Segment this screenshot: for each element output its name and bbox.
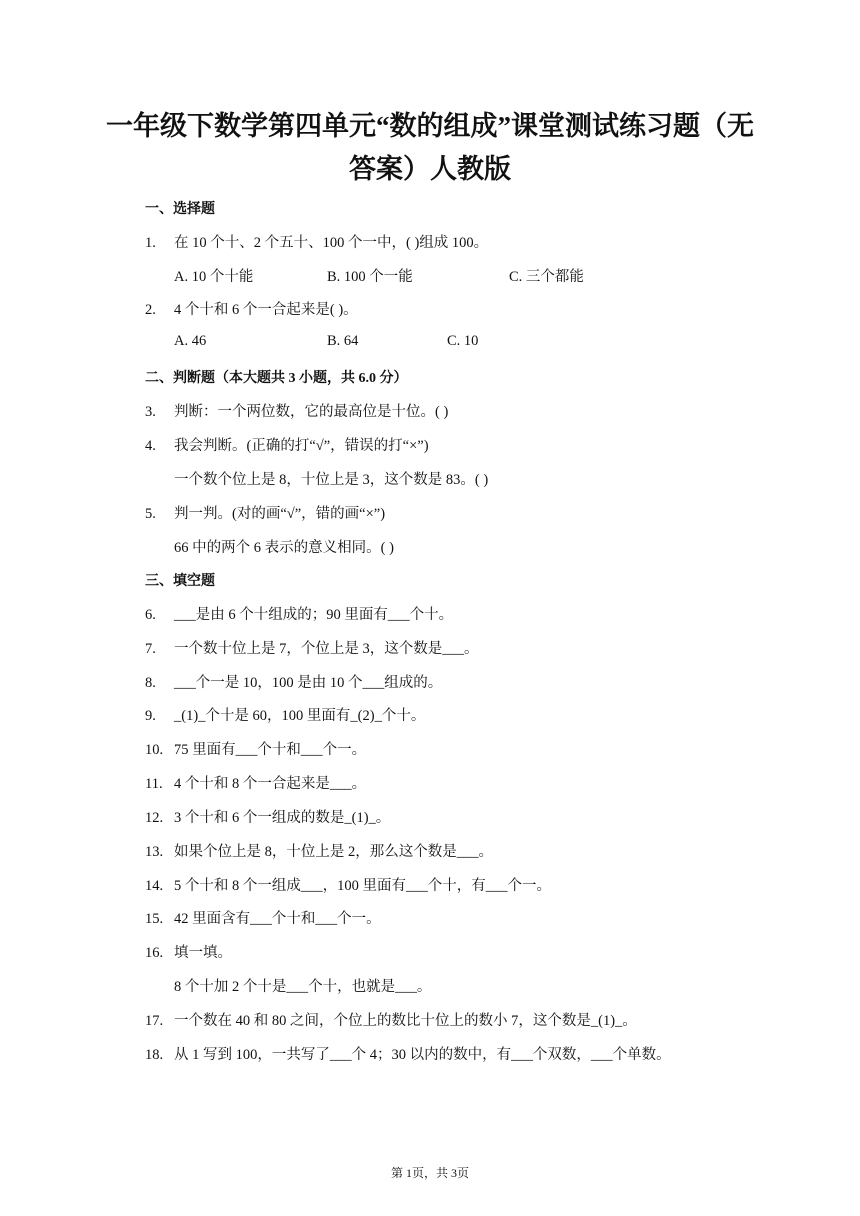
question-number: 13. <box>145 844 164 860</box>
question-number: 3. <box>145 404 156 420</box>
question-text: 填一填。 <box>174 945 232 961</box>
section-heading-choice: 一、选择题 <box>145 202 215 217</box>
question-10 <box>145 738 366 759</box>
question-text: 4 个十和 8 个一合起来是___。 <box>174 776 367 792</box>
option-a: A. 46 <box>174 333 207 349</box>
question-number: 16. <box>145 945 164 961</box>
question-text: 从 1 写到 100，一共写了___个 4；30 以内的数中，有___个双数，___个单数。 <box>174 1047 671 1063</box>
question-text: 5 个十和 8 个一组成___，100 里面有___个十，有___个一。 <box>174 878 551 894</box>
question-number: 17. <box>145 1013 164 1029</box>
question-text: 判一判。(对的画“√”，错的画“×”) <box>174 506 386 522</box>
question-number: 7. <box>145 641 156 657</box>
question-number: 4. <box>145 438 156 454</box>
question-text: 42 里面含有___个十和___个一。 <box>174 911 381 927</box>
question-number: 11. <box>145 776 163 792</box>
question-11 <box>145 772 366 793</box>
page-footer: 第 1页，共 3页 <box>390 1166 469 1180</box>
question-number: 6. <box>145 607 156 623</box>
question-9 <box>145 704 425 725</box>
section-heading-fill-blank: 三、填空题 <box>145 574 215 589</box>
question-text: 3 个十和 6 个一组成的数是_(1)_。 <box>174 810 391 826</box>
question-number: 18. <box>145 1047 164 1063</box>
question-12 <box>145 806 390 827</box>
question-6 <box>145 603 453 624</box>
question-number: 10. <box>145 742 164 758</box>
question-number: 14. <box>145 878 164 894</box>
question-16 <box>145 941 232 962</box>
question-text: 如果个位上是 8，十位上是 2，那么这个数是___。 <box>174 844 493 860</box>
question-number: 15. <box>145 911 164 927</box>
question-18 <box>145 1043 671 1064</box>
question-3 <box>145 400 448 421</box>
question-number: 8. <box>145 675 156 691</box>
document-title-line-2: 答案）人教版 <box>349 154 511 184</box>
question-text: 在 10 个十、2 个五十、100 个一中，( )组成 100。 <box>174 235 489 251</box>
question-text: 一个数十位上是 7，个位上是 3，这个数是___。 <box>174 641 479 657</box>
question-text: 4 个十和 6 个一合起来是( )。 <box>174 302 358 318</box>
question-text: 一个数在 40 和 80 之间，个位上的数比十位上的数小 7，这个数是_(1)_。 <box>174 1013 637 1029</box>
question-number: 12. <box>145 810 164 826</box>
question-5-statement: 66 中的两个 6 表示的意义相同。( ) <box>174 540 394 556</box>
question-15 <box>145 907 381 928</box>
question-16-statement: 8 个十加 2 个十是___个十，也就是___。 <box>174 979 432 995</box>
question-1 <box>145 231 488 252</box>
question-text: ___个一是 10，100 是由 10 个___组成的。 <box>174 675 443 691</box>
question-5 <box>145 502 385 523</box>
question-4 <box>145 434 429 455</box>
question-text: ___是由 6 个十组成的；90 里面有___个十。 <box>174 607 454 623</box>
question-text: 判断：一个两位数，它的最高位是十位。( ) <box>174 404 449 420</box>
question-text: _(1)_个十是 60，100 里面有_(2)_个十。 <box>174 708 426 724</box>
question-4-statement: 一个数个位上是 8，十位上是 3，这个数是 83。( ) <box>174 472 489 488</box>
question-number: 9. <box>145 708 156 724</box>
question-text: 75 里面有___个十和___个一。 <box>174 742 367 758</box>
question-2 <box>145 298 358 319</box>
question-8 <box>145 671 442 692</box>
question-7 <box>145 637 479 658</box>
question-17 <box>145 1009 637 1030</box>
document-title-line-1: 一年级下数学第四单元“数的组成”课堂测试练习题（无 <box>106 111 754 141</box>
question-13 <box>145 840 493 861</box>
question-number: 2. <box>145 302 156 318</box>
question-14 <box>145 874 551 895</box>
option-b: B. 64 <box>327 333 359 349</box>
section-heading-judgement: 二、判断题（本大题共 3 小题，共 6.0 分） <box>145 371 408 386</box>
option-c: C. 10 <box>447 333 479 349</box>
option-b: B. 100 个一能 <box>327 269 413 285</box>
question-number: 1. <box>145 235 156 251</box>
question-number: 5. <box>145 506 156 522</box>
question-text: 我会判断。(正确的打“√”，错误的打“×”) <box>174 438 429 454</box>
option-a: A. 10 个十能 <box>174 269 254 285</box>
option-c: C. 三个都能 <box>509 269 584 285</box>
